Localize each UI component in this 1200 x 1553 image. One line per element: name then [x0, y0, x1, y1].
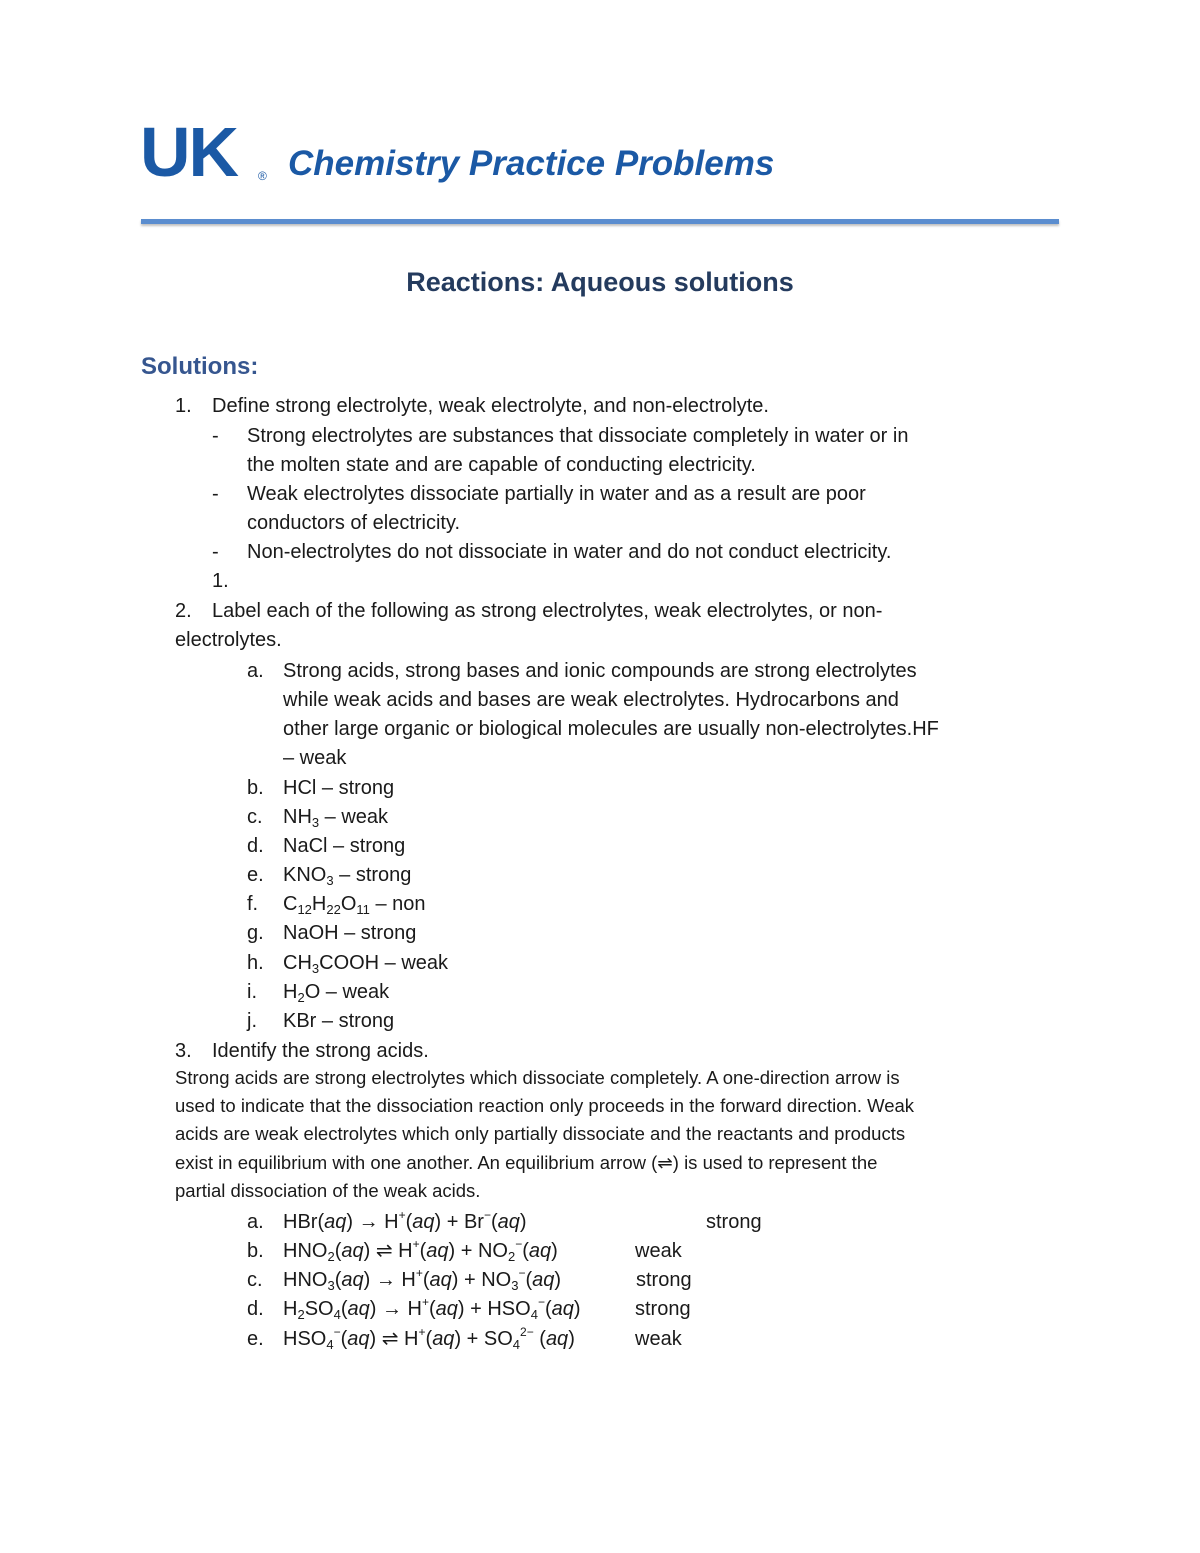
q1-number: 1. — [175, 395, 192, 417]
q3-reaction-letter: b. — [247, 1240, 264, 1262]
uk-logo: UK — [140, 113, 238, 191]
q2-item: KBr – strong — [283, 1010, 395, 1032]
q3-number: 3. — [175, 1040, 192, 1062]
q3-reaction-label: weak — [635, 1328, 682, 1350]
header-divider — [141, 219, 1059, 224]
q2-item: NaCl – strong — [283, 835, 406, 857]
q3-reaction-label: weak — [635, 1240, 682, 1262]
q2-item-letter: e. — [247, 864, 264, 886]
q3-reaction-letter: a. — [247, 1211, 264, 1233]
q3-paragraph-line: exist in equilibrium with one another. An equilibrium arrow (⇌) is used to represent the — [175, 1152, 878, 1173]
q3-reaction-letter: d. — [247, 1298, 264, 1320]
q2-text: Label each of the following as strong electrolytes, weak electrolytes, or non- — [212, 600, 883, 622]
q3-text: Identify the strong acids. — [212, 1040, 429, 1062]
q3-reaction-equation: $HNO_3(aq) \to H^+(aq) + NO_3^-(aq)$ — [283, 1266, 562, 1293]
q2-item: $CH_3COOH$ – weak — [283, 952, 449, 976]
q2-number: 2. — [175, 600, 192, 622]
q1-bullet-dash: - — [212, 483, 219, 505]
q1-stray-number: 1. — [212, 570, 229, 592]
q2-item-a-line: – weak — [283, 747, 347, 769]
q2-item-letter: a. — [247, 660, 264, 682]
q3-reaction-letter: e. — [247, 1328, 264, 1350]
q3-reaction-equation: $HNO_2(aq)$ ⇌ $H^+(aq) + NO_2^-(aq)$ — [283, 1237, 558, 1264]
document-subtitle: Reactions: Aqueous solutions — [406, 267, 794, 297]
registered-mark: ® — [258, 169, 267, 183]
q2-item-a-line: Strong acids, strong bases and ionic compounds are strong electrolytes — [283, 660, 917, 682]
q1-bullet-dash: - — [212, 541, 219, 563]
q3-reaction-label: strong — [636, 1269, 692, 1291]
q3-paragraph-line: Strong acids are strong electrolytes which dissociate completely. A one-direction arrow is — [175, 1067, 900, 1088]
q2-item-letter: f. — [247, 893, 259, 915]
q1-bullet-line: Non-electrolytes do not dissociate in water and do not conduct electricity. — [247, 541, 892, 563]
q3-paragraph-line: acids are weak electrolytes which only partially dissociate and the reactants and products — [175, 1123, 906, 1144]
q2-item-a-line: while weak acids and bases are weak electrolytes. Hydrocarbons and — [283, 689, 899, 711]
q2-item-letter: j. — [247, 1010, 257, 1032]
q1-bullet-dash: - — [212, 425, 219, 447]
q2-text: electrolytes. — [175, 629, 282, 651]
q1-bullet-line: conductors of electricity. — [247, 512, 461, 534]
q2-item: $H_2O$ – weak — [283, 981, 390, 1005]
q2-item: $KNO_3$ – strong — [283, 864, 412, 888]
q2-item-letter: h. — [247, 952, 264, 974]
q1-bullet-line: the molten state and are capable of conducting electricity. — [247, 454, 756, 476]
q1-bullet-line: Strong electrolytes are substances that dissociate completely in water or in — [247, 425, 909, 447]
page-title: Chemistry Practice Problems — [288, 144, 775, 183]
q3-paragraph-line: used to indicate that the dissociation reaction only proceeds in the forward direction. Weak — [175, 1095, 915, 1116]
q3-reaction-equation: $H_2SO_4(aq) \to H^+(aq) + HSO_4^-(aq)$ — [283, 1295, 581, 1322]
q3-reaction-equation: $HSO_4^-(aq)$ ⇌ $H^+(aq) + SO_4^{2-}$ (aq) — [283, 1325, 575, 1352]
q2-item-letter: i. — [247, 981, 257, 1003]
q3-reaction-letter: c. — [247, 1269, 263, 1291]
q2-item-letter: c. — [247, 806, 263, 828]
q2-item: NaOH – strong — [283, 922, 417, 944]
q2-item-letter: d. — [247, 835, 264, 857]
q2-item-letter: g. — [247, 922, 264, 944]
q3-reaction-label: strong — [635, 1298, 691, 1320]
q3-reaction-equation: HBr(aq) → H+(aq) + Br−(aq) — [283, 1208, 527, 1233]
q2-item: $NH_3$ – weak — [283, 806, 389, 830]
q3-reaction-label: strong — [706, 1211, 762, 1233]
q2-item: $C_{12}H_{22}O_{11}$ – non — [283, 893, 426, 917]
q1-text: Define strong electrolyte, weak electrolyte, and non-electrolyte. — [212, 395, 769, 417]
q2-item: HCl – strong — [283, 777, 395, 799]
q2-item-letter: b. — [247, 777, 264, 799]
section-heading: Solutions: — [141, 353, 259, 380]
q3-paragraph-line: partial dissociation of the weak acids. — [175, 1180, 481, 1201]
q2-item-a-line: other large organic or biological molecules are usually non-electrolytes.HF — [283, 718, 939, 740]
q1-bullet-line: Weak electrolytes dissociate partially in water and as a result are poor — [247, 483, 866, 505]
